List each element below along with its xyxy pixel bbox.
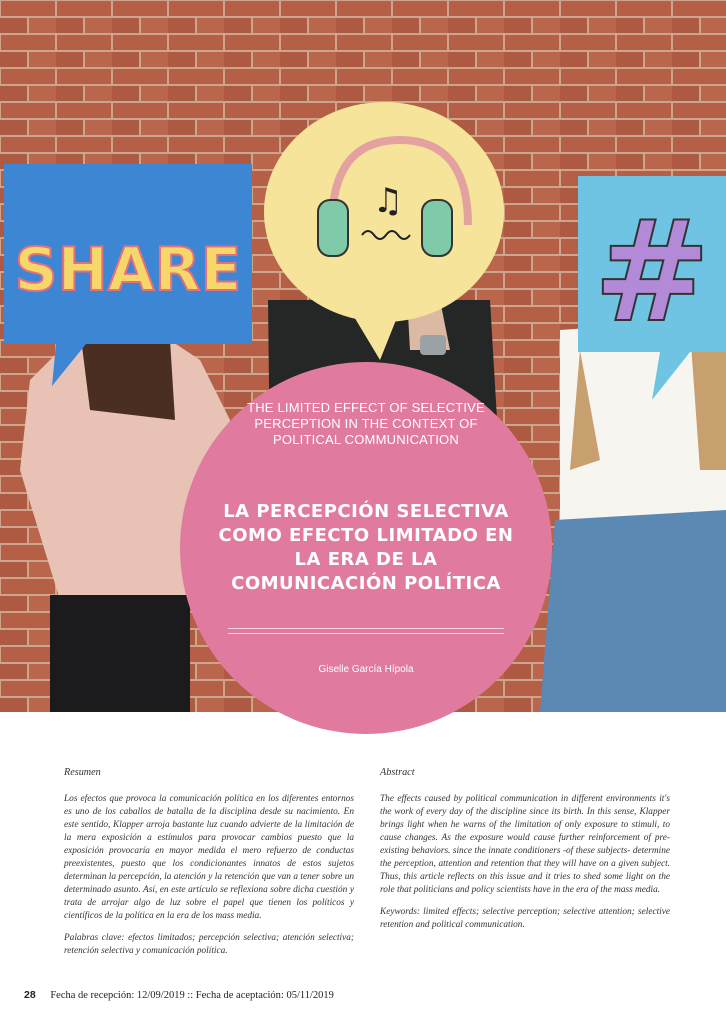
title-divider <box>228 628 504 634</box>
person-right <box>540 320 726 712</box>
article-title: LA PERCEPCIÓN SELECTIVA COMO EFECTO LIMITADO EN LA ERA DE LA COMUNICACIÓN POLÍTICA <box>218 501 514 594</box>
abstract-body: The effects caused by political communication in different environments it's the work of every day of the discipline since its birth. In this sense, Klapper brings light when he warns of the limitation of only exposure to stimuli, to cause changes. As the exposure would cause further reinforcement of pre-existing behaviors. since the innate conditioners -of these subjects- determine the perception, attention and retention that they will have on a given subject. Thus, this article reflects on this issue and it tries to shed some light on the role that politicians and policy scientists have in the era of the mass media. <box>380 794 670 895</box>
page-footer <box>24 989 334 1001</box>
abstract-column <box>380 766 670 941</box>
abstract-heading: Abstract <box>380 767 415 778</box>
author-name: Giselle García Hípola <box>318 664 414 675</box>
abstract-keywords: Keywords: limited effects; selective perception; selective attention; selective retention and political communication. <box>380 907 670 930</box>
resumen-column <box>64 766 354 967</box>
resumen-heading: Resumen <box>64 767 101 778</box>
music-note-icon: ♫ <box>372 181 404 221</box>
english-subtitle: THE LIMITED EFFECT OF SELECTIVE PERCEPTION IN THE CONTEXT OF POLITICAL COMMUNICATION <box>247 400 485 447</box>
reception-dates: Fecha de recepción: 12/09/2019 :: Fecha de aceptación: 05/11/2019 <box>50 990 334 1001</box>
hashtag-text: # <box>593 191 711 354</box>
share-text: SHARE <box>14 235 242 305</box>
resumen-keywords: Palabras clave: efectos limitados; percepción selectiva; atención selectiva; retención selectiva y comunicación política. <box>64 933 354 956</box>
resumen-body: Los efectos que provoca la comunicación política en los diferentes entornos es uno de los caballos de batalla de la disciplina desde su nacimiento. En este sentido, Klapper arroja bastante luz cuando advierte de la limitación de la mera exposición a estímulos para provocar cambios puesto que la exposición provocaría en mayor medida el mero refuerzo de conductas preexistentes, puesto que los condicionantes innatos de estos sujetos determinan la percepción, la atención y la retención que van a tener sobre un determinado asunto. Así, en este artículo se reflexiona sobre dicha cuestión y trata de arrojar algo de luz sobre el papel que tienen los políticos y científicos de la política en la era de los mass media. <box>64 794 354 921</box>
page-number: 28 <box>24 989 36 1001</box>
